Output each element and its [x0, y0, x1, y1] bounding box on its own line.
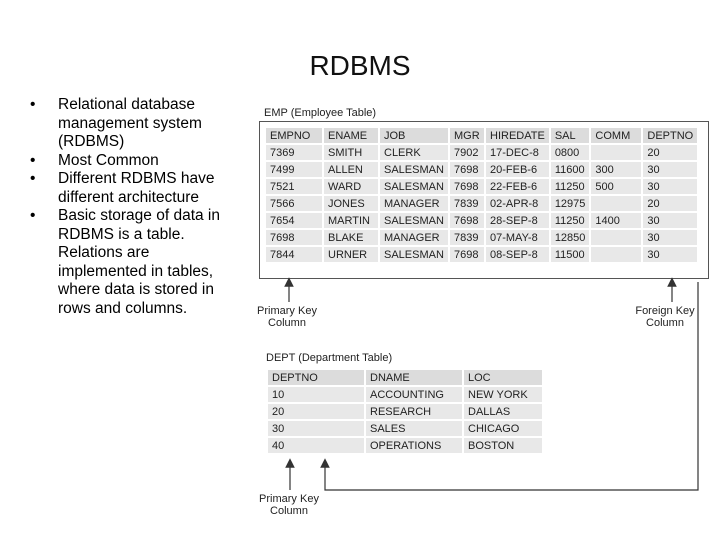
dept-table-caption: DEPT (Department Table) — [266, 352, 393, 364]
emp-cell: 20 — [642, 195, 698, 212]
emp-cell: 7844 — [265, 246, 323, 263]
emp-cell: 500 — [590, 178, 642, 195]
dept-cell: 10 — [267, 386, 365, 403]
emp-cell: SALESMAN — [379, 178, 449, 195]
primary-key-label-dept: Primary Key Column — [259, 493, 319, 517]
dept-cell: 20 — [267, 403, 365, 420]
emp-cell: 12850 — [550, 229, 591, 246]
emp-cell: 7839 — [449, 195, 485, 212]
emp-cell: URNER — [323, 246, 379, 263]
dept-header-cell: LOC — [463, 369, 543, 386]
dept-cell: DALLAS — [463, 403, 543, 420]
emp-cell: 08-SEP-8 — [485, 246, 550, 263]
emp-cell: 30 — [642, 161, 698, 178]
emp-cell: 30 — [642, 212, 698, 229]
dept-header-cell: DEPTNO — [267, 369, 365, 386]
emp-cell: 02-APR-8 — [485, 195, 550, 212]
emp-cell: 300 — [590, 161, 642, 178]
emp-cell: 30 — [642, 229, 698, 246]
emp-cell: 7369 — [265, 144, 323, 161]
emp-cell: WARD — [323, 178, 379, 195]
emp-cell: 7902 — [449, 144, 485, 161]
emp-cell: 7698 — [265, 229, 323, 246]
dept-cell: RESEARCH — [365, 403, 463, 420]
emp-cell: SALESMAN — [379, 212, 449, 229]
dept-header-cell: DNAME — [365, 369, 463, 386]
emp-cell: 1400 — [590, 212, 642, 229]
emp-cell: 07-MAY-8 — [485, 229, 550, 246]
emp-header-cell: EMPNO — [265, 127, 323, 144]
emp-cell: MANAGER — [379, 229, 449, 246]
emp-cell: 17-DEC-8 — [485, 144, 550, 161]
emp-header-cell: HIREDATE — [485, 127, 550, 144]
emp-cell: SALESMAN — [379, 246, 449, 263]
dept-cell: 30 — [267, 420, 365, 437]
emp-header-cell: MGR — [449, 127, 485, 144]
emp-header-cell: ENAME — [323, 127, 379, 144]
dept-cell: BOSTON — [463, 437, 543, 454]
foreign-key-label: Foreign Key Column — [635, 305, 695, 329]
bullet-item: • Relational database management system (RDBMS) — [30, 96, 240, 152]
emp-cell: 20-FEB-6 — [485, 161, 550, 178]
emp-cell: 11500 — [550, 246, 591, 263]
slide-title: RDBMS — [309, 50, 411, 81]
emp-cell: 20 — [642, 144, 698, 161]
dept-cell: ACCOUNTING — [365, 386, 463, 403]
primary-key-label-emp: Primary Key Column — [257, 305, 317, 329]
emp-table-caption: EMP (Employee Table) — [264, 107, 377, 119]
bullet-item: • Most Common — [30, 152, 240, 171]
emp-cell: JONES — [323, 195, 379, 212]
emp-cell: 22-FEB-6 — [485, 178, 550, 195]
emp-cell: 0800 — [550, 144, 591, 161]
emp-cell: MANAGER — [379, 195, 449, 212]
emp-cell: 11250 — [550, 212, 591, 229]
emp-cell: SMITH — [323, 144, 379, 161]
emp-cell: 7521 — [265, 178, 323, 195]
emp-cell: SALESMAN — [379, 161, 449, 178]
bullet-item: • Different RDBMS have different architecture — [30, 170, 240, 207]
emp-cell: 11250 — [550, 178, 591, 195]
emp-cell: 7698 — [449, 246, 485, 263]
emp-cell: MARTIN — [323, 212, 379, 229]
emp-cell: BLAKE — [323, 229, 379, 246]
emp-cell: 7499 — [265, 161, 323, 178]
emp-cell: 7698 — [449, 161, 485, 178]
emp-cell: 7654 — [265, 212, 323, 229]
emp-cell: 30 — [642, 178, 698, 195]
emp-cell: 7839 — [449, 229, 485, 246]
emp-cell: 28-SEP-8 — [485, 212, 550, 229]
emp-cell: 30 — [642, 246, 698, 263]
dept-cell: SALES — [365, 420, 463, 437]
emp-cell: 12975 — [550, 195, 591, 212]
dept-cell: CHICAGO — [463, 420, 543, 437]
dept-cell: 40 — [267, 437, 365, 454]
emp-header-cell: SAL — [550, 127, 591, 144]
dept-cell: OPERATIONS — [365, 437, 463, 454]
emp-cell: CLERK — [379, 144, 449, 161]
emp-cell: 7566 — [265, 195, 323, 212]
emp-cell: ALLEN — [323, 161, 379, 178]
emp-header-cell: JOB — [379, 127, 449, 144]
emp-header-cell: DEPTNO — [642, 127, 698, 144]
emp-header-cell: COMM — [590, 127, 642, 144]
dept-cell: NEW YORK — [463, 386, 543, 403]
emp-cell: 7698 — [449, 178, 485, 195]
bullet-item: • Basic storage of data in RDBMS is a table. Relations are implemented in tables, where data is stored in rows and columns. — [30, 207, 240, 318]
emp-cell: 7698 — [449, 212, 485, 229]
emp-cell: 11600 — [550, 161, 591, 178]
